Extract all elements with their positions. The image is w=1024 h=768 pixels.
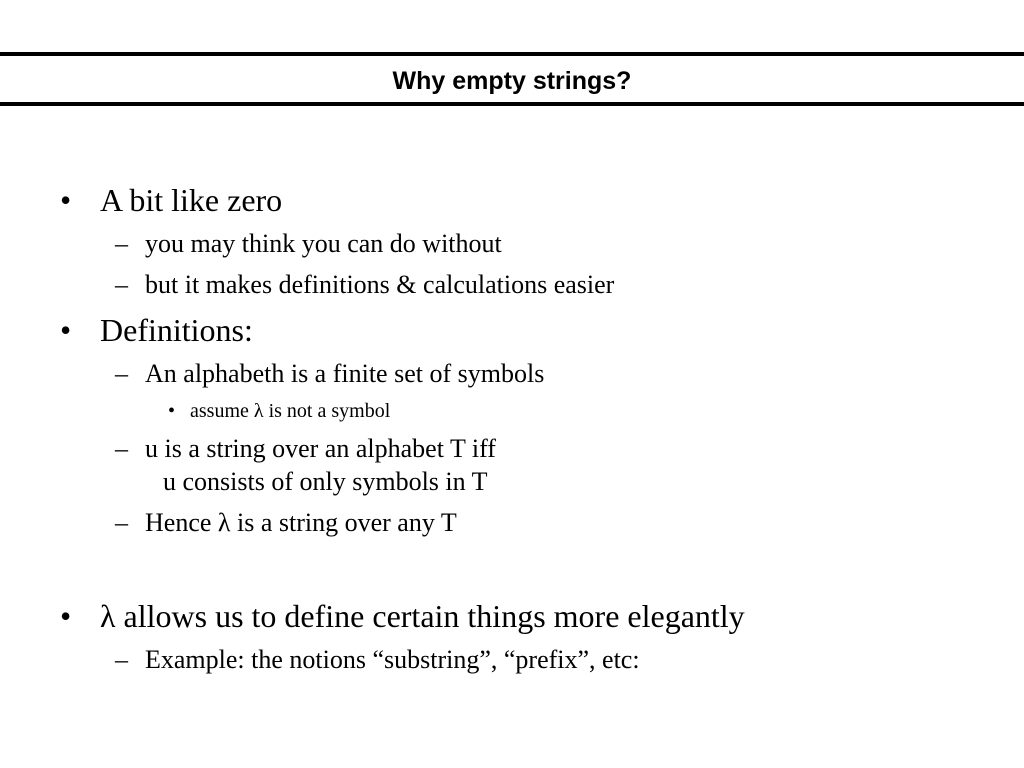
sub-bullet-alphabet: An alphabeth is a finite set of symbols — [145, 359, 545, 388]
sub-bullet-continuation: u consists of only symbols in T — [163, 467, 488, 496]
sub-bullet-marker: – — [115, 508, 128, 537]
sub-bullet-example-notions: Example: the notions “substring”, “prefix”, etc: — [145, 645, 640, 674]
slide-title: Why empty strings? — [392, 67, 632, 95]
bullet-marker: • — [60, 182, 72, 218]
bullet-lambda-elegantly: λ allows us to define certain things more elegantly — [100, 598, 745, 634]
sub-bullet-do-without: you may think you can do without — [145, 229, 502, 258]
sub-bullet-marker: – — [115, 645, 128, 674]
sub-bullet-marker: – — [115, 434, 128, 463]
sub-sub-bullet-lambda-not-symbol: assume λ is not a symbol — [190, 400, 391, 422]
bullet-marker: • — [60, 312, 72, 348]
sub-bullet-easier: but it makes definitions & calculations easier — [145, 270, 615, 299]
sub-bullet-marker: – — [115, 359, 128, 388]
bullet-definitions: Definitions: — [100, 312, 253, 348]
sub-sub-bullet-marker: • — [168, 400, 176, 422]
sub-bullet-hence-lambda: Hence λ is a string over any T — [145, 508, 457, 537]
title-rule-top — [0, 52, 1024, 56]
sub-bullet-marker: – — [115, 270, 128, 299]
title-rule-bottom — [0, 102, 1024, 106]
bullet-a-bit-like-zero: A bit like zero — [100, 182, 283, 218]
sub-bullet-marker: – — [115, 229, 128, 258]
bullet-marker: • — [60, 598, 72, 634]
sub-bullet-string-over-alphabet: u is a string over an alphabet T iff — [145, 434, 496, 463]
